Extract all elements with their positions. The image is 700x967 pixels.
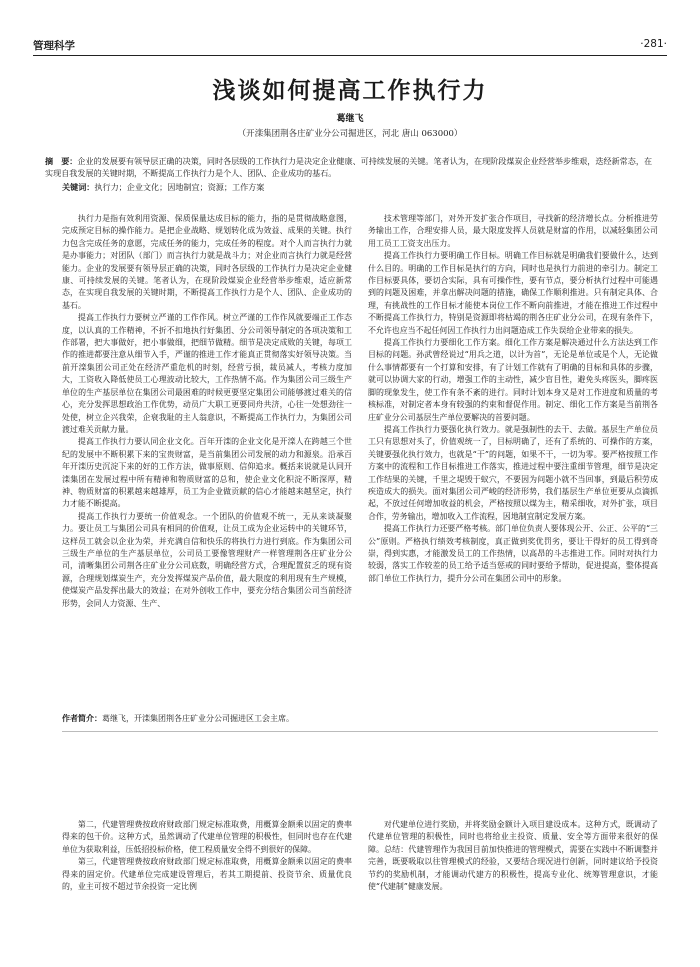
paragraph: 提高工作执行力要树立严谨的工作作风。树立严谨的工作作风就要端正工作态度，以认真的工作精神，不折不扣地执行好集团、分公司领导制定的各项决策和工作部署，把大事做好，把小事做细，把细节做精。细节是决定成败的关键，每项工作的推进都要注意从细节入手，严谨的推进工作才能真正贯彻落实好领导决策。当前开滦集团公司正处在经济严重危机的时刻，经营亏损，裁员减人，考核力度加大，工资收入降低使员工心理波动比较大，工作热情不高。作为集团公司三级生产单位的生产基层单位在集团公司最困难的时候更要坚定集团公司能够渡过难关的信心，充分发挥思想政治工作优势，动员广大职工更要同舟共济，心往一处想劲往一处使，树立企兴我荣，企衰我耻的主人翁意识，不断提高工作执行力，为集团公司渡过难关贡献力量。 (62, 313, 352, 434)
paragraph: 提高工作执行力要细化工作方案。细化工作方案是解决通过什么方法达到工作目标的问题。孙武曾经说过“用兵之道，以计为首”，无论是单位或是个人，无论做什么事情都要有一个打算和安排，有了计划工作就有了明确的目标和具体的步骤，就可以协调大家的行动，增强工作的主动性，减少盲目性，避免头疼医头，脚疼医脚的现象发生，使工作有条不紊的进行。同时计划本身又是对工作进度和质量的考核标准，对制定者本身有较强的约束和督促作用。制定、细化工作方案是当前荆各庄矿业分公司基层生产单位要解决的首要问题。 (368, 338, 658, 422)
body-column-right (368, 213, 658, 699)
body-column-left (62, 213, 352, 711)
header-rule (33, 55, 667, 56)
author-note (62, 713, 658, 725)
paragraph: 提高工作执行力要统一价值观念。一个团队的价值观不统一，无从来谈凝聚力。要让员工与集团公司具有相同的价值观，让员工成为企业运转中的关键环节，这样员工就会以企业为荣，并充满自信和快乐的将执行力进行到底。作为集团公司三级生产单位的生产基层单位，公司员工要像管理财产一样管理荆各庄矿业分公司，清晰集团公司荆各庄矿业分公司底数，明确经营方式，合理配置贫乏的现有资源，合理规划煤炭生产，充分发挥煤炭产品价值，最大限度的利用现有生产规模，使煤炭产品发挥出最大的效益；在对外创收工作中，要充分结合集团公司当前经济形势，会同人力资源、生产、 (62, 511, 352, 608)
author-affiliation: （开滦集团荆各庄矿业分公司掘进区，河北 唐山 063000） (237, 129, 463, 139)
keywords-label: 关键词： (62, 182, 95, 192)
article-title: 浅谈如何提高工作执行力 (212, 78, 488, 104)
paragraph: 提高工作执行力还要严格考核。部门单位负责人要体现公开、公正、公平的“三公”原则。严格执行绩效考核制度，真正做到奖优罚劣，要让干得好的员工得到奇崇，得到实惠，才能激发员工的工作热情，以高昂的斗志推进工作。同时对执行力较弱，落实工作较差的员工给予适当惩戒的同时要给予帮助，促进提高，整体提高部门单位工作执行力，提升分公司在集团公司中的形象。 (368, 524, 658, 583)
abstract (45, 155, 655, 179)
keywords-text: 执行力；企业文化；因地制宜；资源；工作方案 (94, 182, 265, 192)
paragraph: 技术管理等部门，对外开发扩张合作项目，寻找新的经济增长点。分析推进劳务输出工作，合理安排人员，最大限度发挥人员就是财富的作用，以减轻集团公司用工员工工资支出压力。 (368, 214, 658, 248)
paragraph: 提高工作执行力要强化执行效力。就是强制性的去干、去做。基层生产单位员工只有思想对头了，价值观统一了，目标明确了，还有了系统的、可操作的方案，关键要强化执行效力，也就是“干”的问题，如果不干，一切为零。要严格按照工作方案中的流程和工作目标推进工作落实，推进过程中要注重细节管理，细节是决定工作结果的关键，千里之堤毁于蚁穴，不要因为问题小就不当回事，到最后积劳成疾造成大的损失。面对集团公司严峻的经济形势，我们基层生产单位更要从点滴抓起，不放过任何增加收益的机会，严格按照以煤为主，精采细收，对外扩张，项目合作，劳务输出，增加收入工作流程，因地制宜制定发展方案。 (368, 424, 658, 521)
paragraph: 提高工作执行力要明确工作目标。明确工作目标就是明确我们要做什么，达到什么目的。明确的工作目标是执行的方向，同时也是执行力前进的牵引力。制定工作目标要具体，要切合实际，具有可操作性，要有节点，要分析执行过程中可能遇到的问题及困难，并拿出解决问题的措施，确保工作顺利推进。只有制定具体、合理，有挑战性的工作目标才能使本岗位工作不断向前推进，才能在推进工作过程中不断提高工作执行力，特别是资源即将枯竭的荆各庄矿业分公司，在现有条件下，不允许也应当不起任何因工作执行力出问题造成工作失误给企业带来的损失。 (368, 251, 658, 335)
author-note-rule (62, 731, 658, 732)
abstract-label: 摘 要： (45, 156, 78, 166)
page-number: ·281· (640, 38, 667, 50)
author-note-label: 作者简介： (62, 714, 102, 723)
paragraph: 提高工作执行力要认同企业文化。百年开滦的企业文化是开滦人在跨越三个世纪的发展中不断积累下来的宝贵财富，是当前集团公司发展的动力和源泉。沿承百年开滦历史沉淀下来的好的工作方法，做事原则、信仰追求。概括来说就是认同开滦集团在发展过程中所有精神和物质财富的总和，使企业文化积淀不断深厚，精神、物质财富的积累越来越雄厚，员工为企业做贡献的信心才能越来越坚定，执行力才能不断提高。 (62, 437, 352, 509)
paragraph: 第二，代建管理费按政府财政部门规定标准取费，用概算金额乘以固定的费率得来的包干价。这种方式，虽然调动了代建单位管理的积极性，但同时也存在代建单位为获取利益，压低招投标价格，使工程质量安全得不到很好的保障。 (62, 820, 352, 854)
keywords (62, 181, 662, 193)
continuation-column-left (62, 819, 352, 919)
author-note-text: 葛继飞，开滦集团荆各庄矿业分公司掘进区工会主席。 (102, 714, 294, 723)
paragraph: 执行力是指有效利用资源、保质保量达成目标的能力，指的是贯彻战略意图，完成预定目标的操作能力。是把企业战略、规划转化成为效益、成果的关键。执行力包含完成任务的意愿，完成任务的能力，完成任务的程度。对个人而言执行力就是办事能力；对团队（部门）而言执行力就是战斗力；对企业而言执行力就是经营能力。企业的发展要有领导层正确的决策，同时各层级的工作执行力是决定企业健康、可持续发展的关键。笔者认为，在现阶段煤炭企业经营举步维艰，适应新常态，在实现自我发展的关键时期，不断提高工作执行力是个人、团队、企业成功的基石。 (62, 214, 352, 310)
article-author: 葛继飞 (336, 114, 364, 124)
journal-name: 管理科学 (33, 40, 75, 52)
running-header (33, 38, 667, 54)
abstract-text: 企业的发展要有领导层正确的决策，同时各层级的工作执行力是决定企业健康、可持续发展的关键。笔者认为，在现阶段煤炭企业经营举步维艰，迭经新常态，在实现自我发展的关键时期，不断提高工作执行力是个人、团队、企业成功的基石。 (45, 156, 653, 178)
paragraph: 对代建单位进行奖励，并将奖励金额计入项目建设成本。这种方式，既调动了代建单位管理的积极性，同时也将给业主投资、质量、安全等方面带来很好的保障。总结：代建管理作为我国目前加快推进的管理模式，需要在实践中不断调整并完善，既要吸取以往管理模式的经验，又要结合现况进行创新，同时建议给予投资节约的奖励机制，才能调动代建方的积极性，提高专业化、统筹管理意识，才能使“代建制”健康发展。 (368, 820, 658, 892)
continuation-column-right (368, 819, 658, 919)
paragraph: 第三，代建管理费按政府财政部门规定标准取费，用概算金额乘以固定的费率得来的固定价。代建单位完成建设管理后，若其工期提前、投资节余、质量优良的，业主可按不超过节余投资一定比例 (62, 857, 352, 892)
